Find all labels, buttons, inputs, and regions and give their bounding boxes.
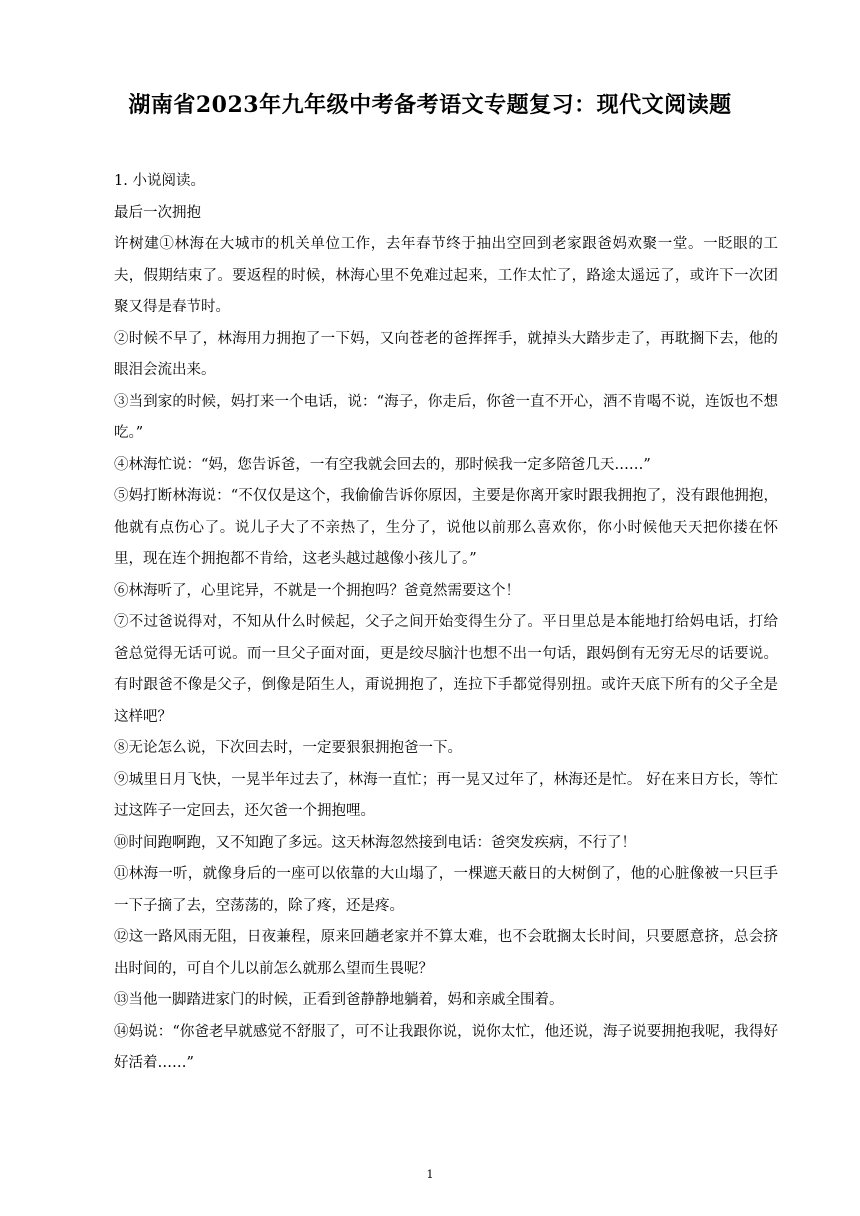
paragraph: ④林海忙说：“妈，您告诉爸，一有空我就会回去的，那时候我一定多陪爸几天……” <box>114 456 651 473</box>
paragraph: ⑥林海听了，心里诧异，不就是一个拥抱吗？爸竟然需要这个！ <box>114 582 520 599</box>
page-title: 湖南省2023年九年级中考备考语文专题复习：现代文阅读题 <box>128 92 732 118</box>
paragraph: ⑪林海一听，就像身后的一座可以依靠的大山塌了，一棵遮天蔽日的大树倒了，他的心脏像被一只巨手一下子摘了去，空荡荡的，除了疼，还是疼。 <box>114 866 778 914</box>
paragraph: ⑧无论怎么说，下次回去时，一定要狠狠拥抱爸一下。 <box>114 740 462 756</box>
story-title: 最后一次拥抱 <box>114 204 201 221</box>
paragraph: ⑤妈打断林海说：“不仅仅是这个，我偷偷告诉你原因，主要是你离开家时跟我拥抱了，没有跟他拥抱，他就有点伤心了。说儿子大了不亲热了，生分了，说他以前那么喜欢你，你小时候他天天把你搂在怀里，现在连个拥抱都不肯给，这老头越过越像小孩儿了。” <box>114 488 778 567</box>
paragraph: 许树建①林海在大城市的机关单位工作，去年春节终于抽出空回到老家跟爸妈欢聚一堂。一眨眼的工夫，假期结束了。要返程的时候，林海心里不免难过起来，工作太忙了，路途太遥远了，或许下一次团聚又得是春节时。 <box>114 236 778 315</box>
paragraph: ③当到家的时候，妈打来一个电话，说：“海子，你走后，你爸一直不开心，酒不肯喝不说，连饭也不想吃。” <box>114 393 778 441</box>
paragraph: ⑫这一路风雨无阻，日夜兼程，原来回趟老家并不算太难，也不会耽搁太长时间，只要愿意挤，总会挤出时间的，可自个儿以前怎么就那么望而生畏呢？ <box>114 929 778 977</box>
paragraph: ②时候不早了，林海用力拥抱了一下妈，又向苍老的爸挥挥手，就掉头大踏步走了，再耽搁下去，他的眼泪会流出来。 <box>114 330 778 378</box>
paragraph: ⑦不过爸说得对，不知从什么时候起，父子之间开始变得生分了。平日里总是本能地打给妈电话，打给爸总觉得无话可说。而一旦父子面对面，更是绞尽脑汁也想不出一句话，跟妈倒有无穷无尽的话要说。有时跟爸不像是父子，倒像是陌生人，甭说拥抱了，连拉下手都觉得别扭。或许天底下所有的父子全是这样吧？ <box>114 614 778 725</box>
page-number: 1 <box>426 1168 434 1181</box>
paragraph: ⑩时间跑啊跑，又不知跑了多远。这天林海忽然接到电话：爸突发疾病，不行了！ <box>114 834 636 851</box>
question-header <box>114 166 778 198</box>
question-label: 小说阅读。 <box>132 173 205 189</box>
paragraph: ⑭妈说：“你爸老早就感觉不舒服了，可不让我跟你说，说你太忙，他还说，海子说要拥抱我呢，我得好好活着……” <box>114 1023 778 1071</box>
document-body <box>114 166 778 1080</box>
question-number: 1. <box>114 173 128 189</box>
paragraph: ⑨城里日月飞快，一晃半年过去了，林海一直忙；再一晃又过年了，林海还是忙。 好在来日方长，等忙过这阵子一定回去，还欠爸一个拥抱哩。 <box>114 771 778 819</box>
paragraph: ⑬当他一脚踏进家门的时候，正看到爸静静地躺着，妈和亲戚全围着。 <box>114 992 564 1008</box>
